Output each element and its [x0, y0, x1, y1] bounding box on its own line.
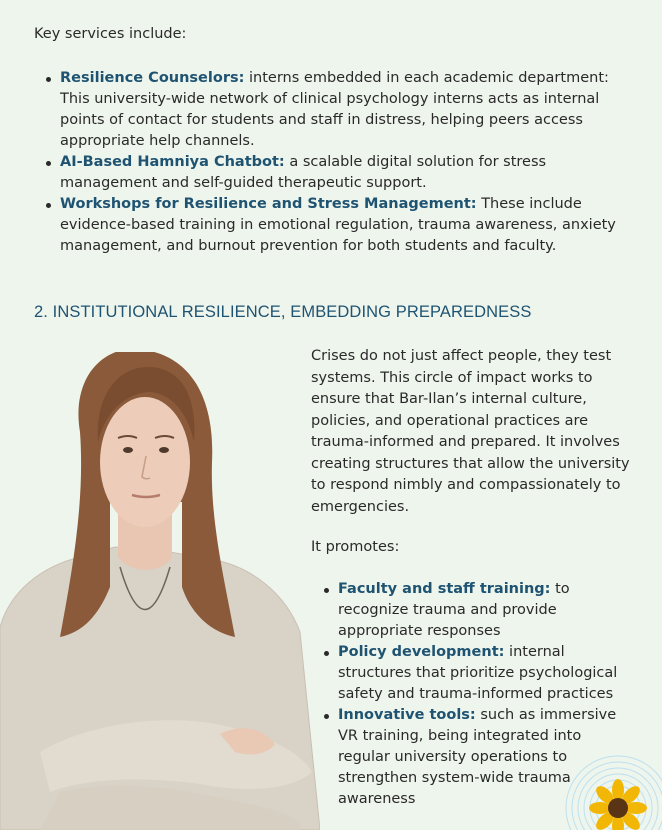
- list-item-text: interns embedded in each academic department: This university-wide network of clinical psychology interns acts as internal points of contact for students and staff in distress, helping peers access appropriate help channels.: [60, 70, 609, 149]
- promotes-intro: It promotes:: [311, 539, 400, 555]
- list-item-title: Policy development:: [338, 644, 505, 660]
- key-services-list: [46, 68, 636, 257]
- list-item-text: a scalable digital solution for stress management and self-guided therapeutic support.: [60, 154, 547, 191]
- sunflower-icon: [560, 740, 662, 830]
- list-item: [46, 152, 636, 194]
- list-item-title: Workshops for Resilience and Stress Management:: [60, 196, 477, 212]
- list-item-text: such as immersive VR training, being integrated into regular university operations to strengthen system-wide trauma awareness: [338, 707, 617, 807]
- key-services-intro: Key services include:: [34, 26, 187, 42]
- list-item: [46, 68, 636, 152]
- list-item: [46, 194, 636, 257]
- list-item-title: AI-Based Hamniya Chatbot:: [60, 154, 285, 170]
- list-item-text: These include evidence-based training in emotional regulation, trauma awareness, anxiety management, and burnout prevention for both students and faculty.: [60, 196, 616, 254]
- list-item-title: Resilience Counselors:: [60, 70, 245, 86]
- list-item: [324, 642, 624, 705]
- section-title: 2. INSTITUTIONAL RESILIENCE, EMBEDDING PREPAREDNESS: [34, 303, 532, 321]
- list-item-title: Faculty and staff training:: [338, 581, 551, 597]
- list-item-text: to recognize trauma and provide appropriate responses: [338, 581, 570, 639]
- list-item-title: Innovative tools:: [338, 707, 476, 723]
- list-item: [324, 579, 624, 642]
- list-item-text: internal structures that prioritize psychological safety and trauma-informed practices: [338, 644, 618, 702]
- woman-portrait: [0, 352, 320, 830]
- section-paragraph: Crises do not just affect people, they test systems. This circle of impact works to ensure that Bar-Ilan’s internal culture, policies, and operational practices are trauma-informed and prepared. It involves creating structures that allow the university to respond nimbly and compassionately to emergencies.: [311, 348, 630, 515]
